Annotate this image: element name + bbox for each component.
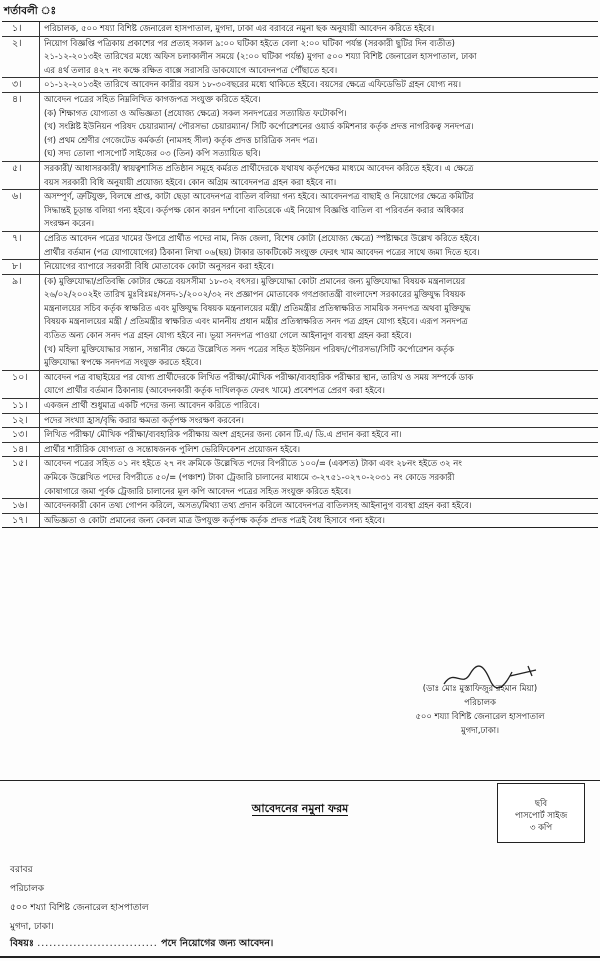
condition-line: সিদ্ধান্তই চূড়ান্ত বলিয়া গন্য হইবে। কর্তৃপক্ষ কোন কারন দর্শানো ব্যতিরেকে এই নিয়োগ বিজ্ঞপ্তি বাতিল বা পরিবর্তন করার অধিকার bbox=[44, 204, 464, 215]
condition-line: আবেদনকারী কোন তথ্য গোপন করিলে, অসত্য/মিথ্যা তথ্য প্রদান করিলে আবেদনপত্র বাতিলসহ আইনানুগ ব্যবস্থা গ্রহন করা হইবে। bbox=[44, 500, 472, 511]
condition-number: ১৩। bbox=[2, 428, 40, 442]
condition-text bbox=[40, 428, 598, 442]
bottom-rule bbox=[0, 956, 600, 958]
photo-label: ছবি bbox=[534, 798, 548, 808]
condition-number: ৭। bbox=[2, 232, 40, 259]
condition-row bbox=[2, 371, 598, 399]
condition-text bbox=[40, 443, 598, 457]
condition-text bbox=[40, 499, 598, 513]
form-title: আবেদনের নমুনা ফরম bbox=[251, 802, 349, 815]
condition-line: অভিজ্ঞতা ও কোটা প্রমানের জন্য কেবল মাত্র উপযুক্ত কর্তৃপক্ষ কর্তৃক প্রদত্ত পত্রই বৈধ হিসাবে গন্য হইবে। bbox=[44, 514, 385, 525]
condition-text bbox=[40, 514, 598, 528]
condition-line: মন্ত্রনালয়ের সচিব কর্তৃক স্বাক্ষরিত এবং মুক্তিযুদ্ধ বিষয়ক মন্ত্রনালয়ের মন্ত্রী/ প্রতিমন্ত্রীর প্রতিস্বাক্ষরিত সাময়িক সনদপত্র অথবা মুক্তিযুদ্ধ bbox=[44, 302, 471, 313]
condition-line: বিষয়ক মন্ত্রনালয়ের মন্ত্রী / প্রতিমন্ত্রীর স্বাক্ষরিত এবং মাননীয় প্রধান মন্ত্রীর প্রতিস্বাক্ষরিত সনদ পত্র গ্রহন যোগ্য হইবে। এরূপ সনদপত্র bbox=[44, 316, 468, 327]
condition-row bbox=[2, 457, 598, 499]
condition-line: সরকারী/ আধাসরকারী/ স্বায়ত্বশাসিত প্রতিষ্ঠান সমূহে কর্মরত প্রার্থীদেরকে যথাযথ কর্তৃপক্ষের মাধ্যমে আবেদন করিতে হইবে। এ ক্ষেত্রে bbox=[44, 162, 474, 173]
signatory-org: ৫০০ শয্যা বিশিষ্ট জেনারেল হাসপাতাল bbox=[415, 711, 545, 721]
photo-box bbox=[497, 783, 585, 843]
address-line: পরিচালক bbox=[10, 884, 45, 894]
condition-number: ১১। bbox=[2, 399, 40, 413]
condition-line: কোষাগারে জমা পূর্বক ট্রেজারি চালানের মূল কপি আবেদন পত্রের সহিত সংযুক্ত করিতে হইবে। bbox=[44, 485, 352, 496]
photo-count-label: ৩ কপি bbox=[529, 822, 553, 832]
condition-line: প্রার্থীর বর্তমান (পত্র যোগাযোগের) ঠিকানা লিখা ০৬(ছয়) টাকার ডাকটিকেট সংযুক্ত ফেরৎ খাম আবেদন পত্রের সাথে জমা দিতে হবে। bbox=[44, 246, 480, 257]
condition-line: (খ) মহিলা মুক্তিযোদ্ধার সন্তান, সন্তানীর ক্ষেত্রে উল্লেখিত সনদ পত্রের সহিত ইউনিয়ন পরিষদ/পৌরসভা/সিটি কর্পোরেশন কর্তৃক bbox=[44, 343, 454, 354]
signature-block bbox=[380, 681, 580, 737]
condition-text bbox=[40, 260, 598, 274]
condition-text bbox=[40, 457, 598, 498]
condition-row bbox=[2, 499, 598, 514]
condition-line: প্রার্থীর শারীরিক যোগ্যতা ও সন্তোষজনক পুলিশ ভেরিফিকেশন প্রয়োজন হইবে। bbox=[44, 443, 301, 454]
condition-row bbox=[2, 232, 598, 260]
condition-row bbox=[2, 428, 598, 443]
condition-line: অসম্পূর্ণ, ত্রুটিযুক্ত, বিলম্বে প্রাপ্ত, কাটা ছেড়া আবেদনপত্র বাতিল বলিয়া গন্য হইবে। আবেদনপত্র বাছাই ও নিয়োগের ক্ষেত্রে কমিটির bbox=[44, 191, 474, 202]
address-line: মুগদা, ঢাকা। bbox=[10, 922, 54, 932]
photo-size-label: পাসপোর্ট সাইজ bbox=[514, 810, 568, 820]
condition-text bbox=[40, 399, 598, 413]
condition-line: ব্যতিত অন্য কোন সনদ পত্র গ্রহন যোগ্য হইবে না। ভূয়া সনদপত্র পাওয়া গেলে আইনানুগ ব্যবস্থা গ্রহন করা হইবে। bbox=[44, 330, 412, 341]
condition-line: একজন প্রার্থী শুধুমাত্র একটি পদের জন্য আবেদন করিতে পারিবে। bbox=[44, 400, 260, 411]
condition-row bbox=[2, 260, 598, 275]
condition-row bbox=[2, 275, 598, 371]
condition-number: ১০। bbox=[2, 371, 40, 398]
condition-line: মুক্তিযোদ্ধা স্বপক্ষে সনদপত্র সংযুক্ত করতে হইবে। bbox=[44, 357, 202, 368]
section-divider bbox=[0, 780, 600, 781]
subject-line bbox=[10, 937, 273, 952]
condition-line: আবেদন পত্র বাছাইয়ের পর যোগ্য প্রার্থীদেরকে লিখিত পরীক্ষা/মৌখিক পরীক্ষা/ব্যবহারিক পরীক্ষার স্থান, তারিখ ও সময় সম্পর্কে ডাক bbox=[44, 371, 474, 382]
condition-line: প্রেরিত আবেদন পত্রের খামের উপরে প্রার্থীত পদের নাম, নিজ জেলা, বিশেষ কোটা (প্রযোজ্য ক্ষেত্রে) স্পষ্টাক্ষরে উল্লেখ করিতে হইবে। bbox=[44, 232, 480, 243]
address-block bbox=[10, 861, 149, 937]
address-line: ৫০০ শয্যা বিশিষ্ট জেনারেল হাসপাতাল bbox=[10, 903, 149, 913]
condition-line: ২১-১২-২০১৩ইং তারিখের মধ্যে অফিস চলাকালীন সময়ে (২:০০ ঘটিকা পর্যন্ত) মুগদা ৫০০ শয্যা বিশিষ্ট জেনারেল হাসপাতাল, ঢাকা bbox=[44, 51, 477, 62]
condition-text bbox=[40, 162, 598, 189]
condition-text bbox=[40, 232, 598, 259]
condition-row bbox=[2, 190, 598, 232]
condition-text bbox=[40, 93, 598, 161]
condition-number: ৬। bbox=[2, 190, 40, 231]
subject-blank: .............................. bbox=[37, 938, 158, 949]
condition-line: ক্রমিকে উল্লেখিত পদের বিপরীতে ৫০/= (পঞ্চাশ) টাকা ট্রেজারি চালানের মাধ্যমে ৩-২৭৫১-০২৭০-২০৩১ নং কোডে সরকারী bbox=[44, 472, 455, 482]
condition-line: নিয়োগের ব্যাপারে সরকারী বিধি মোতাবেক কোটা অনুসরন করা হইবে। bbox=[44, 261, 274, 272]
condition-line: যোগে প্রার্থীর বর্তমান ঠিকানায় (আবেদনকারী কর্তৃক দাখিলকৃত ফেরৎ খামে) প্রবেশপত্র প্রেরণ করা হইবে। bbox=[44, 385, 385, 396]
condition-row bbox=[2, 78, 598, 93]
conditions-heading: শর্তাবলী ঃ bbox=[4, 5, 57, 17]
condition-number: ১২। bbox=[2, 414, 40, 428]
condition-row bbox=[2, 162, 598, 190]
condition-line: পদের সংখ্যা হ্রাস/বৃদ্ধি করার ক্ষমতা কর্তৃপক্ষ সংরক্ষণ করবেন। bbox=[44, 414, 244, 425]
condition-number: ১৪। bbox=[2, 443, 40, 457]
condition-row bbox=[2, 93, 598, 162]
condition-number: ১৫। bbox=[2, 457, 40, 498]
address-line: বরাবর bbox=[10, 865, 33, 875]
condition-line: আবেদন পত্রের সহিত ০১ নং হইতে ২৭ নং ক্রমিকে উল্লেখিত পদের বিপরীতে ১০০/= (একশত) টাকা এবং ২৮নং হইতে ৩২ নং bbox=[44, 458, 462, 469]
condition-line: আবেদন পত্রের সহিত নিম্নলিখিত কাগজপত্র সংযুক্ত করিতে হইবে। bbox=[44, 93, 261, 104]
condition-text bbox=[40, 22, 598, 36]
condition-line: লিখিত পরীক্ষা/ মৌখিক পরীক্ষা/ব্যবহারিক পরীক্ষায় অংশ গ্রহনের জন্য কোন টি.এ/ ডি.এ প্রদান করা হইবে না। bbox=[44, 429, 402, 440]
subject-text: পদে নিয়োগের জন্য আবেদন। bbox=[161, 938, 274, 949]
condition-line: (ক) মুক্তিযোদ্ধা/প্রতিবন্ধি কোটার ক্ষেত্রে বয়সসীমা ১৮-৩২ বৎসর। মুক্তিযোদ্ধা কোটা প্রমানের জন্য মুক্তিযোদ্ধা বিষয়ক মন্ত্রনালয়ের bbox=[44, 275, 466, 286]
condition-number: ৩। bbox=[2, 78, 40, 92]
subject-label: বিষয়ঃ bbox=[10, 938, 34, 949]
condition-row bbox=[2, 399, 598, 414]
condition-text bbox=[40, 78, 598, 92]
signatory-place: মুগদা,ঢাকা। bbox=[460, 725, 500, 735]
condition-number: ২। bbox=[2, 37, 40, 78]
condition-line: ২৬/০২/২০০২ইং তারিখ মুঃবিঃমঃ/সনদ-১/২০০২/৩২ নং প্রজ্ঞাপন মোতাবেক গণপ্রজাতন্ত্রী বাংলাদেশ সরকারের মুক্তিযুদ্ধ বিষয়ক bbox=[44, 289, 466, 300]
condition-line: ০১-১২-২০১৩ইং তারিখে আবেদন কারীর বয়স ১৮-৩০বছরের মধ্যে থাকিতে হইবে। বয়সের ক্ষেত্রে এফিডেভিট গ্রহন যোগ্য নয়। bbox=[44, 79, 461, 90]
condition-line: এর ৪র্থ তলার ৪২৭ নং কক্ষে রক্ষিত বাক্সে সরাসরি ডাকযোগে আবেদনপত্র পৌঁছাতে হবে। bbox=[44, 64, 338, 75]
condition-row bbox=[2, 22, 598, 37]
condition-number: ৪। bbox=[2, 93, 40, 161]
condition-text bbox=[40, 371, 598, 398]
condition-row bbox=[2, 414, 598, 429]
condition-text bbox=[40, 275, 598, 370]
condition-row bbox=[2, 37, 598, 79]
condition-text bbox=[40, 190, 598, 231]
condition-number: ১৭। bbox=[2, 514, 40, 528]
condition-line: (ঘ) সদ্য তোলা পাসপোর্ট সাইজের ০৩ (তিন) কপি সত্যায়িত ছবি। bbox=[44, 148, 261, 159]
condition-line: (ক) শিক্ষাগত যোগ্যতা ও অভিজ্ঞতা (প্রযোজ্য ক্ষেত্রে) সকল সনদপত্রের সত্যায়িত ফটোকপি। bbox=[44, 107, 347, 118]
signatory-title: পরিচালক bbox=[464, 697, 496, 707]
condition-line: সংরক্ষন করেন। bbox=[44, 218, 95, 229]
condition-line: নিয়োগ বিজ্ঞপ্তি পত্রিকায় প্রকাশের পর প্রত্যহ সকাল ৯:০০ ঘটিকা হইতে বেলা ২:০০ ঘটিকা পর্যন্ত (সরকারী ছুটির দিন ব্যতীত) bbox=[44, 37, 455, 48]
condition-line: (খ) সংশ্লিষ্ট ইউনিয়ন পরিষদ চেয়ারম্যান/ পৌরসভা চেয়ারম্যান/ সিটি কর্পোরেশনের ওয়ার্ড কমিশনার কর্তৃক প্রদত্ত নাগরিকত্ব সনদপত্র। bbox=[44, 121, 474, 132]
condition-row bbox=[2, 443, 598, 458]
condition-number: ১৬। bbox=[2, 499, 40, 513]
condition-number: ১। bbox=[2, 22, 40, 36]
condition-number: ৮। bbox=[2, 260, 40, 274]
condition-line: (গ) প্রথম শ্রেণীর গেজেটেড কর্মকর্তা (নামসহ সীল) কর্তৃক প্রদত্ত চারিত্রিক সনদ পত্র। bbox=[44, 134, 318, 145]
condition-line: বয়স সরকারী বিধি অনুযায়ী প্রযোজ্য হইবে। কোন অগ্রিম আবেদনপত্র গ্রহন করা হইবে না। bbox=[44, 176, 337, 187]
condition-line: পরিচালক, ৫০০ শয্যা বিশিষ্ট জেনারেল হাসপাতাল, মুগদা, ঢাকা এর বরাবরে নমুনা ছক অনুযায়ী আবেদন করিতে হইবে। bbox=[44, 23, 435, 33]
condition-number: ৯। bbox=[2, 275, 40, 370]
condition-number: ৫। bbox=[2, 162, 40, 189]
condition-text bbox=[40, 414, 598, 428]
condition-row bbox=[2, 514, 598, 528]
conditions-table bbox=[2, 21, 598, 528]
signatory-name: (ডাঃ মোঃ মুস্তাফিজুর রহমান মিয়া) bbox=[422, 683, 538, 693]
condition-text bbox=[40, 37, 598, 78]
